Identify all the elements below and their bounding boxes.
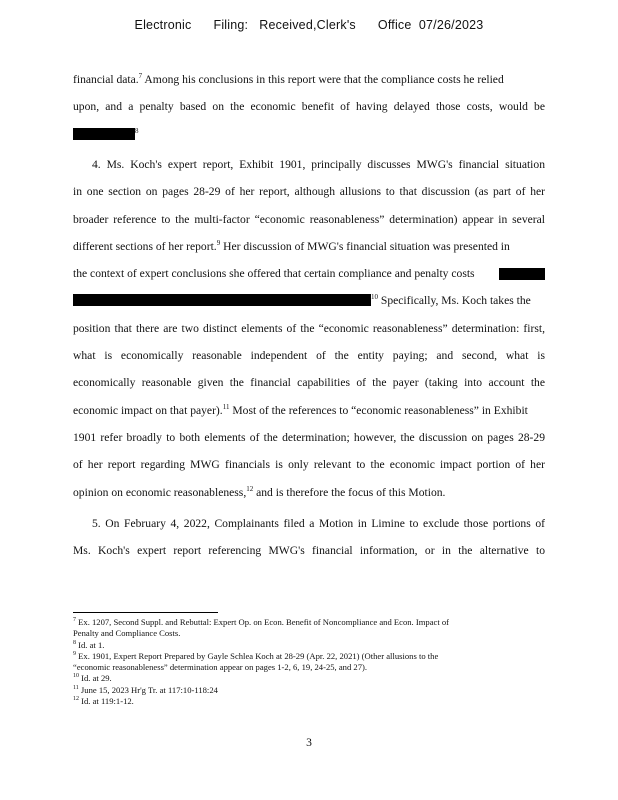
redaction-block: [73, 294, 371, 306]
footnote-9-cont: “economic reasonableness” determination appear on pages 1-2, 6, 19, 24-25, and 27).: [73, 662, 367, 673]
paragraph-intro: [73, 66, 545, 148]
p4-line-11: 1901 refer broadly to both elements of the determination; however, the discussion on pages 28-29: [73, 430, 545, 444]
intro-line-3: [73, 121, 545, 148]
p4-line-9: economically reasonable given the financial capabilities of the payer (taking into account the: [73, 376, 545, 390]
p4-line-13: opinion on economic reasonableness,$^{12}$ and is therefore the focus of this Motion.: [73, 484, 446, 499]
footnote-ref-7: 7: [138, 72, 143, 81]
footnote-11: $^{11}$ June 15, 2023 Hr'g Tr. at 117:10-118:24: [73, 684, 218, 695]
footnote-7: $^7$ Ex. 1207, Second Suppl. and Rebuttal: Expert Op. on Econ. Benefit of Noncompliance and Econ. Impact of: [73, 617, 450, 627]
footnote-8: $^8$ Id. at 1.: [73, 639, 105, 650]
p4-line-8: what is economically reasonable independent of the entity paying; and second, what is: [73, 349, 545, 363]
header-filing: Filing:: [213, 18, 249, 32]
p4-line-10: economic impact on that payer).$^{11}$ Most of the references to “economic reasonableness” in Exhibit: [73, 402, 528, 417]
p4-line-5: the context of expert conclusions she offered that certain compliance and penalty costs: [73, 260, 545, 287]
footnote-ref-10: 10: [371, 293, 378, 302]
footnote-ref-8: 8: [135, 126, 139, 135]
intro-line-2: upon, and a penalty based on the economic benefit of having delayed those costs, would be: [73, 100, 545, 114]
footnote-separator: [73, 612, 218, 613]
redaction-block: [499, 268, 545, 280]
p5-line-1: 5. On February 4, 2022, Complainants filed a Motion in Limine to exclude those portions of: [92, 517, 545, 530]
paragraph-5: [73, 510, 545, 565]
p4-line-4: different sections of her report.$^9$ Her discussion of MWG's financial situation was presented in: [73, 239, 510, 253]
p4-line-2: in one section on pages 28-29 of her report, although allusions to that discussion (as part of her: [73, 185, 545, 199]
footnote-7-cont: Penalty and Compliance Costs.: [73, 628, 181, 639]
p4-line-6: $^{10}$ Specifically, Ms. Koch takes the: [73, 287, 545, 314]
redaction-block: [73, 128, 135, 140]
footnote-ref-12: 12: [246, 484, 254, 493]
page-number: 3: [306, 736, 312, 749]
p4-line-7: position that there are two distinct elements of the “economic reasonableness” determination: first,: [73, 321, 545, 335]
footnote-ref-9: 9: [216, 239, 221, 248]
footnote-ref-11: 11: [222, 402, 230, 411]
footnotes: [73, 617, 543, 707]
header-received-clerks: Received,Clerk's: [259, 18, 356, 32]
header-office-date: Office 07/26/2023: [377, 18, 484, 32]
p4-line-1: 4. Ms. Koch's expert report, Exhibit 1901, principally discusses MWG's financial situation: [92, 158, 545, 171]
paragraph-4: [73, 151, 545, 506]
p4-line-3: broader reference to the multi-factor “economic reasonableness” determination) appear in several: [73, 212, 545, 226]
footnote-12: $^{12}$ Id. at 119:1-12.: [73, 696, 134, 707]
footnote-10: $^{10}$ Id. at 29.: [73, 673, 112, 684]
header-electronic: Electronic: [134, 18, 192, 32]
filing-stamp-header: [0, 18, 618, 32]
footnote-9: $^9$ Ex. 1901, Expert Report Prepared by Gayle Schlea Koch at 28-29 (Apr. 22, 2021) (Other allusions to the: [73, 650, 439, 661]
p5-line-2: Ms. Koch's expert report referencing MWG's financial information, or in the alternative to: [73, 544, 545, 558]
p4-line-12: of her report regarding MWG financials is only relevant to the economic impact portion of her: [73, 458, 545, 472]
intro-line-1: financial data.$^7$ Among his conclusions in this report were that the compliance costs he relied: [73, 72, 504, 86]
